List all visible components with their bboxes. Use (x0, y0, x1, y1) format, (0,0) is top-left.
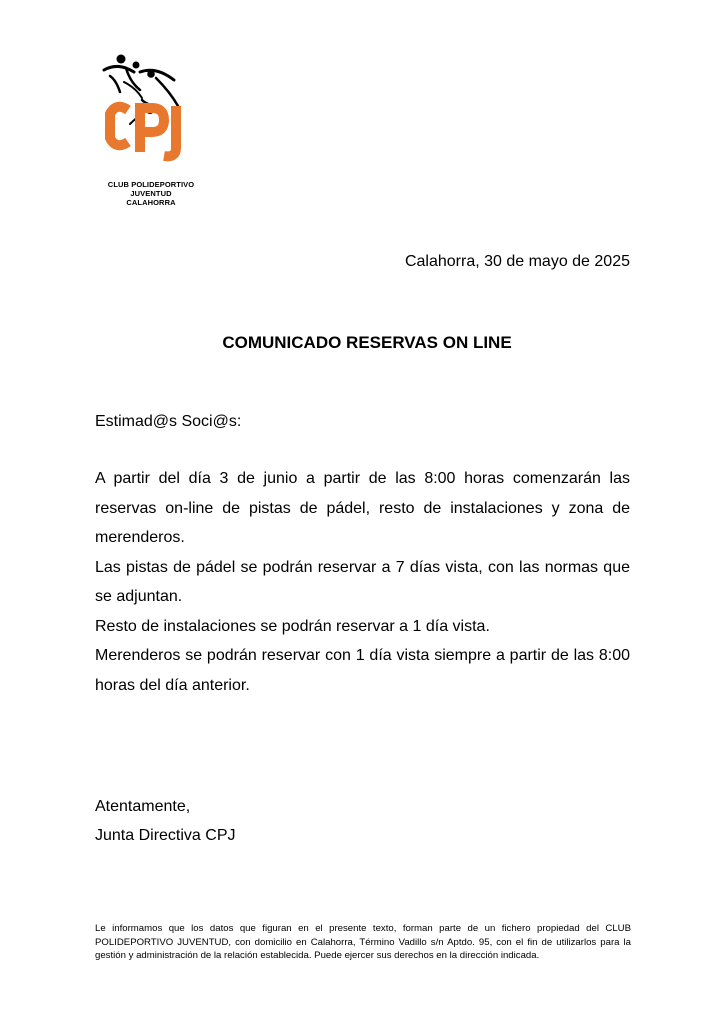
letter-body (95, 464, 630, 700)
club-name-line-1: CLUB POLIDEPORTIVO (107, 180, 195, 189)
club-logo (96, 52, 206, 212)
club-name (96, 180, 206, 207)
club-name-line-3: CALAHORRA (126, 198, 176, 207)
club-name-line-2: JUVENTUD (130, 189, 172, 198)
letter-closing (95, 792, 236, 850)
letter-title: COMUNICADO RESERVAS ON LINE (222, 333, 512, 352)
letter-greeting: Estimad@s Soci@s: (95, 413, 242, 430)
club-logo-graphic (96, 52, 206, 180)
body-paragraph: A partir del día 3 de junio a partir de las 8:00 horas comenzarán las reservas on-line de pistas de pádel, resto de instalaciones y zona de merenderos. (95, 470, 630, 546)
body-paragraph: Merenderos se podrán reservar con 1 día vista siempre a partir de las 8:00 horas del día anterior. (95, 647, 630, 694)
closing-salutation: Atentamente, (95, 798, 191, 815)
letter-date: Calahorra, 30 de mayo de 2025 (404, 253, 630, 270)
legal-notice: Le informamos que los datos que figuran en el presente texto, forman parte de un fichero propiedad del CLUB POLIDEPORTIVO JUVENTUD, con domicilio en Calahorra, Término Vadillo s/n Aptdo. 95, con el fin de utilizarlos para la gestión y administración de la relación establecida. Puede ejercer sus derechos en la dirección indicada. (95, 923, 631, 962)
signature: Junta Directiva CPJ (95, 827, 236, 844)
body-paragraph: Las pistas de pádel se podrán reservar a 7 días vista, con las normas que se adjuntan. (95, 558, 630, 605)
body-paragraph: Resto de instalaciones se podrán reservar a 1 día vista. (95, 617, 490, 635)
